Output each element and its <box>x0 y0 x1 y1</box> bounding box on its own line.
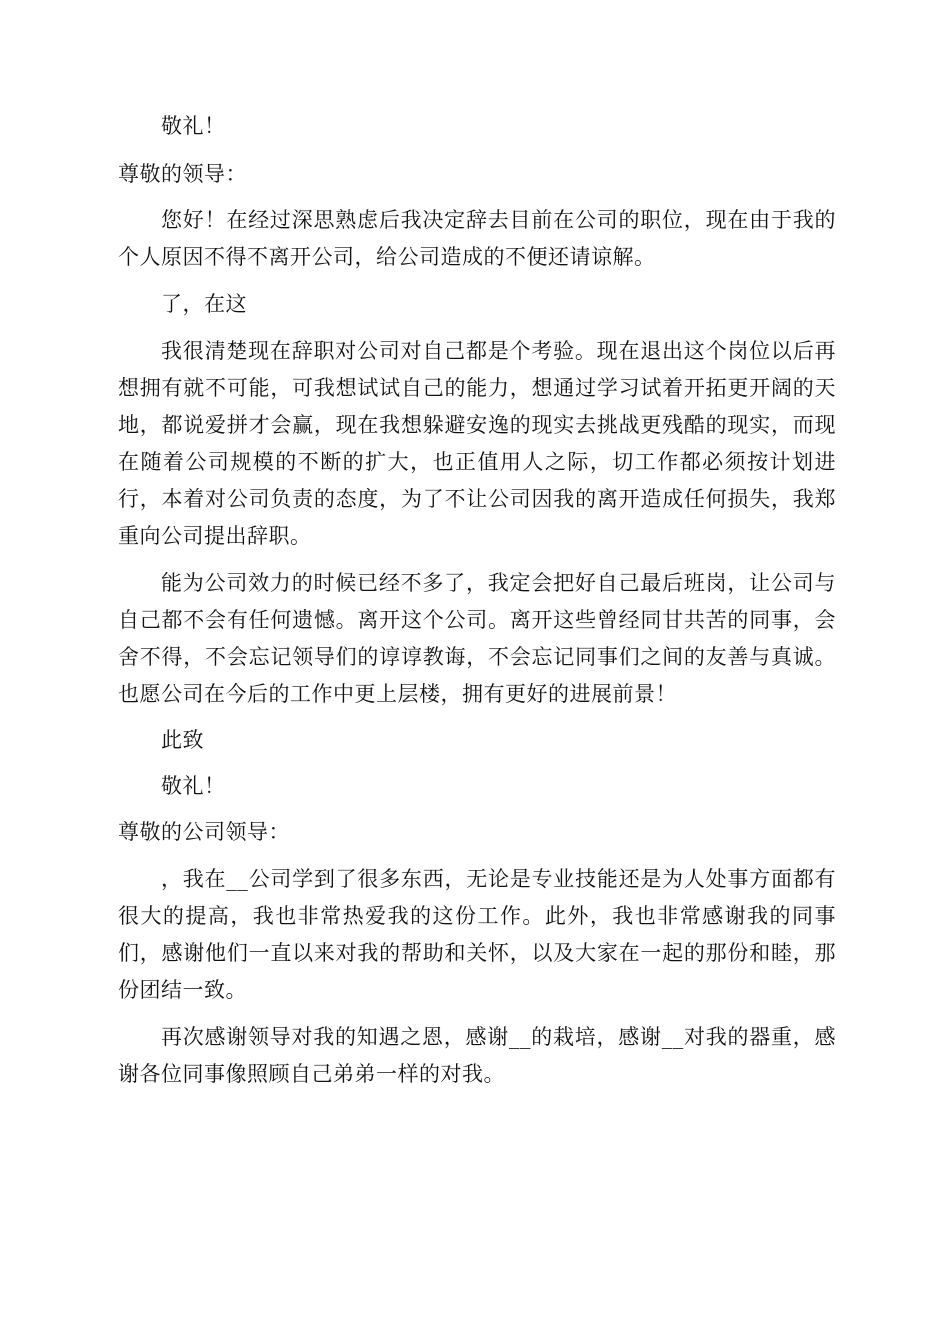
paragraph-resignation-intro: 您好！在经过深思熟虑后我决定辞去目前在公司的职位，现在由于我的个人原因不得不离开公司，给公司造成的不便还请谅解。 <box>118 208 836 269</box>
paragraph-farewell: 能为公司效力的时候已经不多了，我定会把好自己最后班岗，让公司与自己都不会有任何遗憾。离开这个公司。离开这些曾经同甘共苦的同事，会舍不得，不会忘记领导们的谆谆教诲，不会忘记同事们之间的友善与真诚。也愿公司在今后的工作中更上层楼，拥有更好的进展前景！ <box>118 571 836 706</box>
closing-cizhi: 此致 <box>161 728 204 752</box>
greeting-company-leader: 尊敬的公司领导： <box>118 820 290 844</box>
paragraph-gratitude: ，我在__公司学到了很多东西，无论是专业技能还是为人处事方面都有很大的提高，我也非常热爱我的这份工作。此外，我也非常感谢我的同事们，感谢他们一直以来对我的帮助和关怀，以及大家在一起的那份和睦，那份团结一致。 <box>118 867 836 1002</box>
closing-salute-2: 敬礼！ <box>161 774 226 798</box>
paragraph-resignation-reason: 我很清楚现在辞职对公司对自己都是个考验。现在退出这个岗位以后再想拥有就不可能，可我想试试自己的能力，想通过学习试着开拓更开阔的天地，都说爱拼才会赢，现在我想躲避安逸的现实去挑战更残酷的现实，而现在随着公司规模的不断的扩大，也正值用人之际，切工作都必须按计划进行，本着对公司负责的态度，为了不让公司因我的离开造成任何损失，我郑重向公司提出辞职。 <box>118 339 836 548</box>
paragraph-thanks-again: 再次感谢领导对我的知遇之恩，感谢__的栽培，感谢__对我的器重，感谢各位同事像照顾自己弟弟一样的对我。 <box>118 1025 836 1086</box>
letter-body <box>118 108 836 1093</box>
closing-salute-1: 敬礼！ <box>161 114 226 138</box>
greeting-leader: 尊敬的领导： <box>118 162 247 186</box>
paragraph-fragment: 了，在这 <box>161 292 247 316</box>
